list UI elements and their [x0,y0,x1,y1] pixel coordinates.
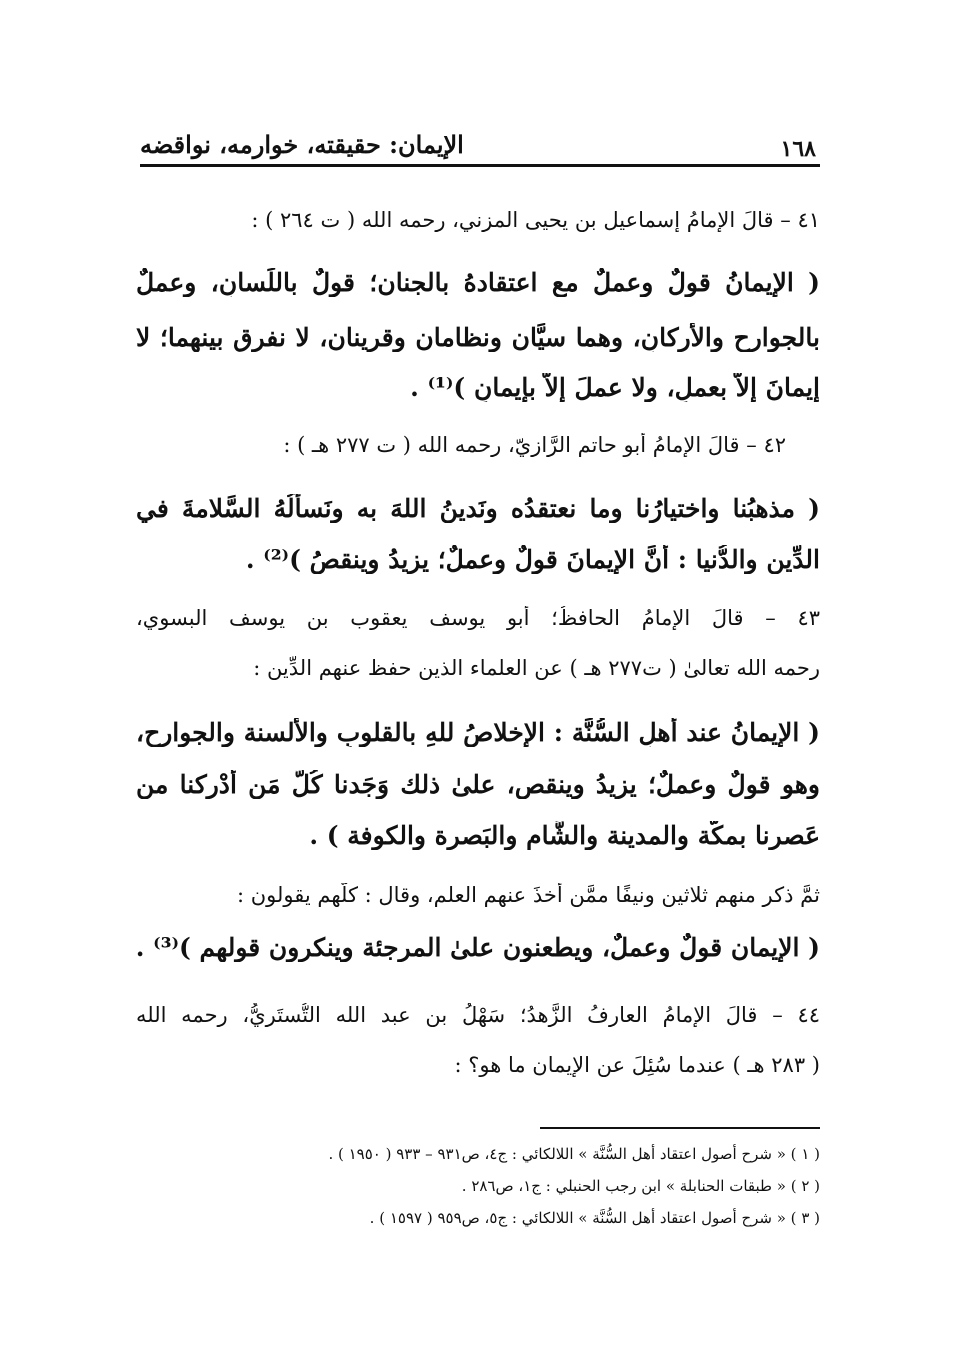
text-line: ثمَّ ذكر منهم ثلاثين ونيفًا ممَّن أخذَ عنهم العلم، وقال : كلُّهم يقولون : [236,883,820,907]
text-line: ( ٢٨٣ هـ ) عندما سُئِلَ عن الإيمان ما هو؟ : [454,1053,820,1077]
quote-line: إيمانَ إلاَّ بعملٍ، ولا عملَ إلاَّ بإيمانٍ )⁽¹⁾ . [410,373,820,402]
quote-line: بالجوارحِ والأركانِ، وهما سيَّان ونظامان وقرينان، لا نفرق بينهما؛ لا [136,323,820,352]
text-line-43: ٤٣ – قالَ الإمامُ الحافظُ؛ أبو يوسف يعقوب بن يوسف البسوي، [136,606,820,630]
quote-line: ( الإيمان قولٌ وعملٌ، ويطعنون علىٰ المرجئة وينكرون قولهم )⁽³⁾ . [136,933,820,962]
quote-line: ( الإيمانُ عند أهلِ السُّنَّة : الإخلاصُ للهِ بالقلوبِ والألسنة والجوارح، [136,718,820,747]
quote-line: ( الإيمانُ قولٌ وعملٌ مع اعتقادهُ بالجنان؛ قولٌ باللِّسانِ، وعملٌ [136,268,820,297]
text-line-42: ٤٢ – قالَ الإمامُ أبو حاتم الرَّازيّ، رحمه الله ( ت ٢٧٧ هـ ) : [283,433,786,457]
quote-line: عَصرنا بمكَّة والمدينة والشَّام والبَصرة والكوفة ) . [309,821,820,850]
page-header [140,126,820,166]
footnote-1: ( ١ ) « شرح أصول اعتقاد أهل السُّنَّة » اللالكائي : ج٤، ص٩٣١ – ٩٣٣ ( ١٩٥٠ ) . [328,1145,820,1163]
text-line-44: ٤٤ – قالَ الإمامُ العارفُ الزَّهدُ؛ سَهْلُ بن عبد الله التُّستَريُّ، رحمه الله [136,1003,820,1027]
footnote-3: ( ٣ ) « شرح أصول اعتقاد أهل السُّنَّة » اللالكائي : ج٥، ص٩٥٩ ( ١٥٩٧ ) . [369,1209,820,1227]
running-title: الإيمان: حقيقته، خوارمه، نواقضه [140,130,464,159]
quote-line: وهو قولٌ وعملٌ؛ يزيدُ وينقص، علىٰ ذلك وَجَدنا كُلَّ مَن أَدْركنا من [136,770,820,799]
quote-line: ( مذهبُنا واختيارُنا وما نعتقدُه ونَدينُ اللهَ به ونَسألُهُ السَّلامةَ في [136,494,820,523]
text-line: رحمه الله تعالىٰ ( ت٢٧٧ هـ ) عن العلماء الذين حفظ عنهم الدِّين : [253,656,820,680]
footnote-rule [540,1127,820,1129]
header-rule [140,164,820,167]
page-number: ١٦٨ [780,136,816,162]
text-line-41: ٤١ – قالَ الإمامُ إسماعيل بن يحيى المزني، رحمه الله ( ت ٢٦٤ ) : [251,208,820,232]
footnote-2: ( ٢ ) « طبقات الحنابلة » ابن رجب الحنبلي : ج١، ص٢٨٦ . [461,1177,820,1195]
quote-line: الدِّينِ والدُّنيا : أنَّ الإيمانَ قولٌ وعملٌ؛ يزيدُ وينقصُ )⁽²⁾ . [245,545,820,574]
